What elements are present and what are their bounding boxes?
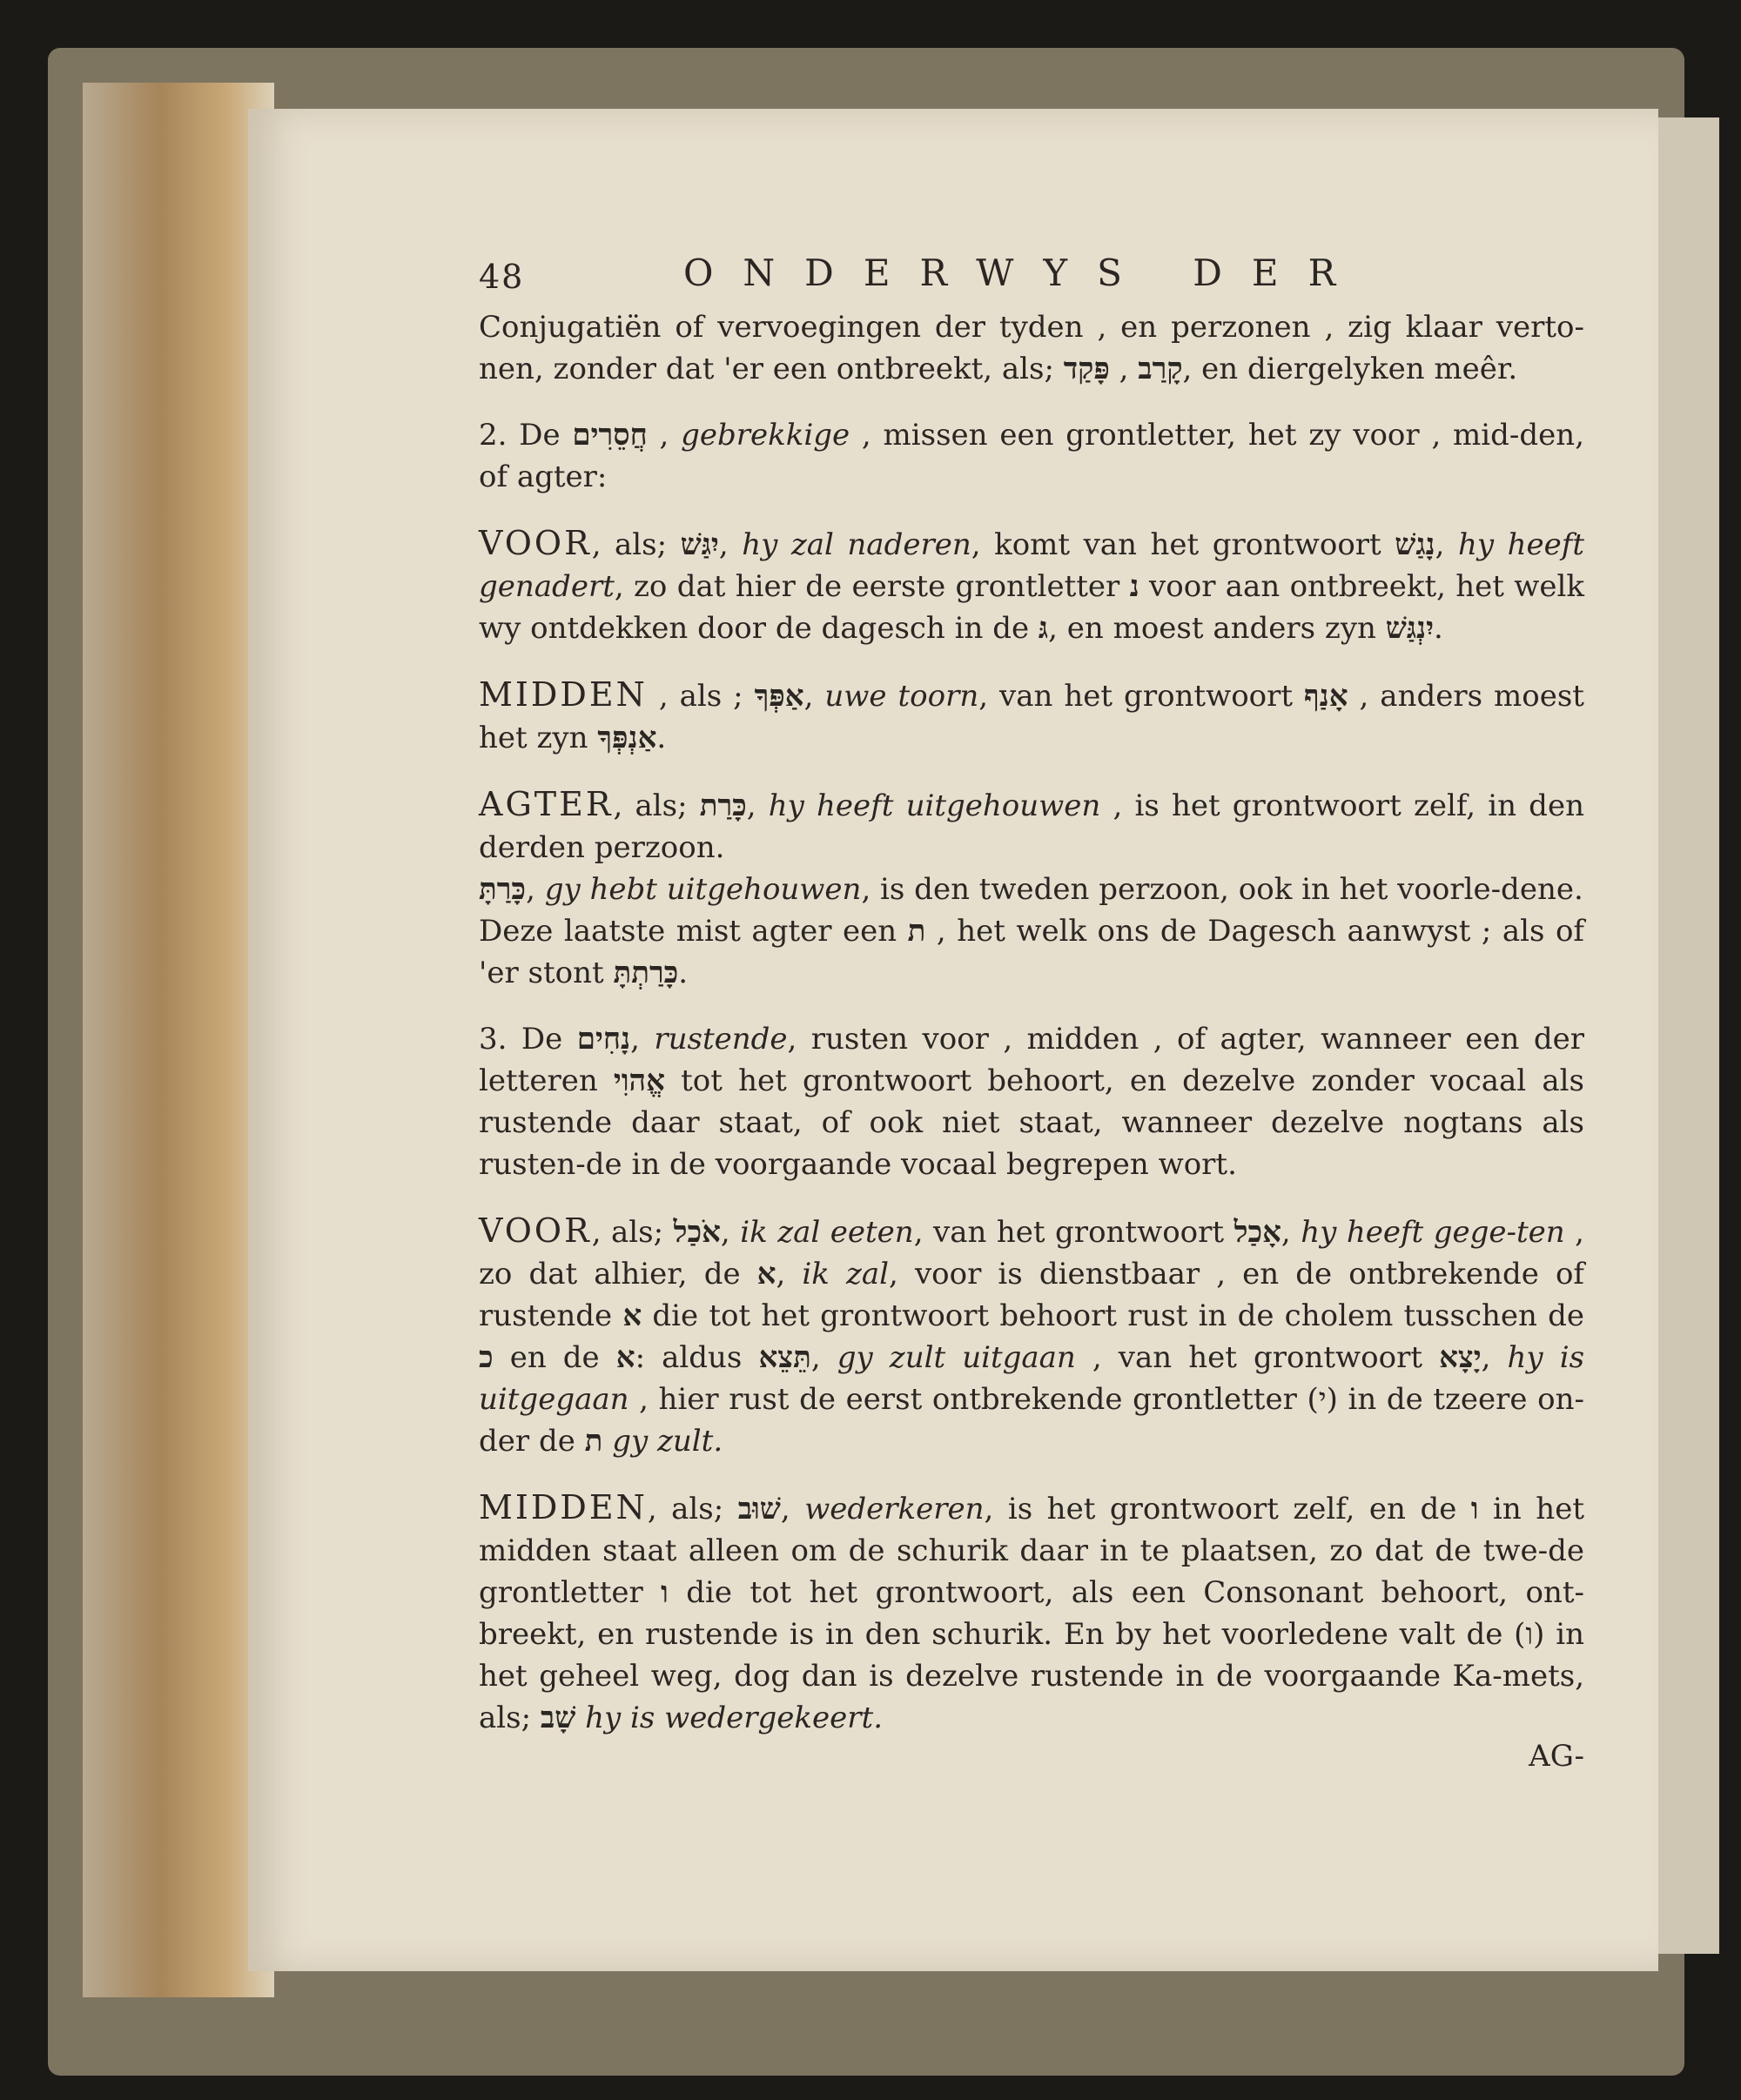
paragraph: 3. De נָחִים, rustende, rusten voor , midden , of agter, wanneer een der letteren אֱהוִי tot het grontwoort behoort, en dezelve zonder vocaal als rustende daar staat, of ook niet staat, wanneer dezelve nogtans als rusten-de in de voorgaande vocaal begrepen wort. (479, 1022, 1585, 1182)
paragraph: MIDDEN, als; שׁוּב, wederkeren, is het grontwoort zelf, en de ו in het midden staat alleen om de schurik daar in te plaatsen, zo dat de twe-de grontletter ו die tot het grontwoort, als een Consonant behoort, ont-breekt, en rustende is in den schurik. En by het voorledene valt de (ו) in het geheel weg, dog dan is dezelve rustende in de voorgaande Ka-mets, als; שָׁב hy is wedergekeert. (479, 1488, 1584, 1735)
paragraph: Conjugatiën of vervoegingen der tyden , en perzonen , zig klaar verto-nen, zonder dat 'er een ontbreekt, als; פָּקַד , קָרַב, en diergelyken meêr. (479, 310, 1584, 386)
paragraph: Deze laatste mist agter een ת , het welk ons de Dagesch aanwyst ; als of 'er stont כָּרַתְתָּ. (479, 914, 1584, 990)
running-title: ONDERWYS DER (683, 252, 1366, 294)
page-text (479, 244, 1584, 1777)
paragraph: כָּרַתָּ, gy hebt uitgehouwen, is den tweden perzoon, ook in het voorle-dene. (479, 872, 1583, 907)
paragraph: MIDDEN , als ; אַפְּךָ, uwe toorn, van het grontwoort אָנַף , anders moest het zyn אַנְפְּךָ. (479, 675, 1584, 755)
catchword: AG- (1529, 1739, 1584, 1774)
paragraph: 2. De חֲסֵרִים , gebrekkige , missen een grontletter, het zy voor , mid-den, of agter: (479, 418, 1584, 494)
page-header (479, 244, 1584, 306)
paragraph: VOOR, als; אֹכַל, ik zal eeten, van het grontwoort אָכַל, hy heeft gege-ten , zo dat alhier, de א, ik zal, voor is dienstbaar , en de ontbrekende of rustende א die tot het grontwoort behoort rust in de cholem tusschen de כ en de א: aldus תֵּצֵא, gy zult uitgaan , van het grontwoort יָצָא, hy is uitgegaan , hier rust de eerst ontbrekende grontletter (י) in de tzeere on-der de ת gy zult. (479, 1211, 1585, 1459)
page-stack-edge (83, 83, 274, 1997)
page-number: 48 (479, 258, 525, 296)
paragraph: VOOR, als; יִגַּשׁ, hy zal naderen, komt van het grontwoort נָגַשׁ, hy heeft genadert, zo dat hier de eerste grontletter נ voor aan ontbreekt, het welk wy ontdekken door de dagesch in de גּ, en moest anders zyn יִנְגַּשׁ. (479, 524, 1584, 646)
next-page-edge (1658, 117, 1719, 1954)
paragraph: AGTER, als; כָּרַת, hy heeft uitgehouwen , is het grontwoort zelf, in den derden perzoon. (479, 785, 1584, 865)
